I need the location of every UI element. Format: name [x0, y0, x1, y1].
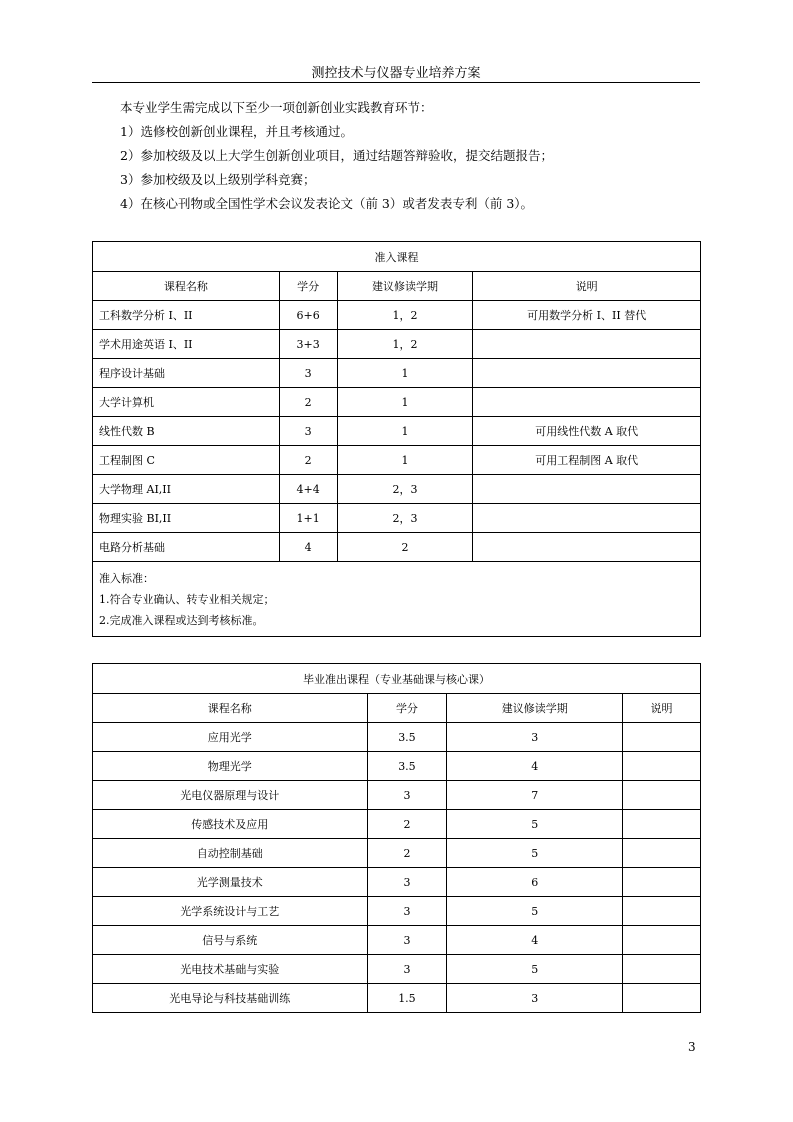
column-header: 说明: [473, 272, 701, 301]
course-name: 大学物理 AI,II: [93, 475, 280, 504]
table-row: [93, 984, 701, 1013]
page-number: 3: [688, 1040, 696, 1054]
credits: 4: [279, 533, 337, 562]
credits: 3.5: [367, 723, 447, 752]
intro-line: 1）选修校创新创业课程，并且考核通过。: [120, 124, 353, 139]
table-row: [93, 475, 701, 504]
intro-line: 2）参加校级及以上大学生创新创业项目，通过结题答辩验收，提交结题报告；: [120, 148, 553, 163]
note: [473, 475, 701, 504]
table-row: [93, 330, 701, 359]
course-name: 光学系统设计与工艺: [93, 897, 368, 926]
credits: 2: [367, 810, 447, 839]
table-row: [93, 417, 701, 446]
column-header: 课程名称: [93, 694, 368, 723]
credits: 4+4: [279, 475, 337, 504]
semester: 1: [337, 388, 473, 417]
course-name: 工科数学分析 I、II: [93, 301, 280, 330]
note: [623, 984, 701, 1013]
semester: 1，2: [337, 301, 473, 330]
note: [473, 359, 701, 388]
course-name: 电路分析基础: [93, 533, 280, 562]
note: [623, 926, 701, 955]
note: [623, 955, 701, 984]
note: [473, 533, 701, 562]
note: [623, 810, 701, 839]
standards-item: 1.符合专业确认、转专业相关规定；: [99, 593, 275, 606]
course-name: 工程制图 C: [93, 446, 280, 475]
intro-line: 本专业学生需完成以下至少一项创新创业实践教育环节：: [120, 100, 433, 115]
column-header: 建议修读学期: [447, 694, 623, 723]
course-name: 大学计算机: [93, 388, 280, 417]
column-header: 学分: [279, 272, 337, 301]
table-title: 毕业准出课程（专业基础课与核心课）: [93, 664, 701, 694]
note: [623, 723, 701, 752]
note: [623, 897, 701, 926]
note: [473, 504, 701, 533]
credits: 3: [367, 955, 447, 984]
course-name: 光电导论与科技基础训练: [93, 984, 368, 1013]
credits: 3: [367, 926, 447, 955]
semester: 3: [447, 723, 623, 752]
table-row: [93, 955, 701, 984]
table-row: [93, 533, 701, 562]
column-header: 建议修读学期: [337, 272, 473, 301]
credits: 3+3: [279, 330, 337, 359]
course-name: 自动控制基础: [93, 839, 368, 868]
semester: 2，3: [337, 504, 473, 533]
semester: 1，2: [337, 330, 473, 359]
semester: 6: [447, 868, 623, 897]
table-row: [93, 926, 701, 955]
table-title: 准入课程: [93, 242, 701, 272]
page-header-title: 测控技术与仪器专业培养方案: [311, 66, 481, 81]
credits: 2: [367, 839, 447, 868]
entry-standards: [93, 562, 701, 637]
course-name: 传感技术及应用: [93, 810, 368, 839]
innovation-requirements: [120, 96, 553, 216]
column-header: 课程名称: [93, 272, 280, 301]
note: 可用线性代数 A 取代: [473, 417, 701, 446]
credits: 3: [367, 868, 447, 897]
table-row: [93, 723, 701, 752]
note: [473, 330, 701, 359]
semester: 5: [447, 897, 623, 926]
note: [473, 388, 701, 417]
semester: 1: [337, 417, 473, 446]
course-name: 学术用途英语 I、II: [93, 330, 280, 359]
intro-line: 4）在核心刊物或全国性学术会议发表论文（前 3）或者发表专利（前 3）。: [120, 196, 534, 211]
intro-line: 3）参加校级及以上级别学科竞赛；: [120, 172, 316, 187]
table-row: [93, 752, 701, 781]
semester: 7: [447, 781, 623, 810]
table-row: [93, 301, 701, 330]
credits: 1.5: [367, 984, 447, 1013]
note: 可用工程制图 A 取代: [473, 446, 701, 475]
semester: 2: [337, 533, 473, 562]
course-name: 信号与系统: [93, 926, 368, 955]
credits: 3.5: [367, 752, 447, 781]
semester: 2，3: [337, 475, 473, 504]
semester: 4: [447, 752, 623, 781]
semester: 5: [447, 810, 623, 839]
credits: 3: [279, 417, 337, 446]
course-name: 程序设计基础: [93, 359, 280, 388]
credits: 6+6: [279, 301, 337, 330]
credits: 1+1: [279, 504, 337, 533]
note: [623, 868, 701, 897]
standards-heading: 准入标准：: [99, 572, 154, 585]
table-row: [93, 446, 701, 475]
semester: 5: [447, 839, 623, 868]
semester: 1: [337, 446, 473, 475]
semester: 5: [447, 955, 623, 984]
table-row: [93, 868, 701, 897]
note: [623, 839, 701, 868]
credits: 2: [279, 446, 337, 475]
table-row: [93, 388, 701, 417]
note: [623, 781, 701, 810]
standards-item: 2.完成准入课程或达到考核标准。: [99, 614, 264, 627]
course-name: 应用光学: [93, 723, 368, 752]
credits: 3: [367, 781, 447, 810]
column-header: 说明: [623, 694, 701, 723]
credits: 2: [279, 388, 337, 417]
semester: 4: [447, 926, 623, 955]
exit-courses-table: [92, 663, 701, 1013]
course-name: 光电仪器原理与设计: [93, 781, 368, 810]
course-name: 物理光学: [93, 752, 368, 781]
note: 可用数学分析 I、II 替代: [473, 301, 701, 330]
column-header: 学分: [367, 694, 447, 723]
note: [623, 752, 701, 781]
credits: 3: [279, 359, 337, 388]
table-row: [93, 839, 701, 868]
table-row: [93, 781, 701, 810]
table-row: [93, 897, 701, 926]
course-name: 光电技术基础与实验: [93, 955, 368, 984]
course-name: 光学测量技术: [93, 868, 368, 897]
course-name: 物理实验 BI,II: [93, 504, 280, 533]
header-divider: [92, 82, 700, 83]
credits: 3: [367, 897, 447, 926]
table-row: [93, 359, 701, 388]
course-name: 线性代数 B: [93, 417, 280, 446]
semester: 1: [337, 359, 473, 388]
table-row: [93, 504, 701, 533]
semester: 3: [447, 984, 623, 1013]
entry-courses-table: [92, 241, 701, 637]
table-row: [93, 810, 701, 839]
